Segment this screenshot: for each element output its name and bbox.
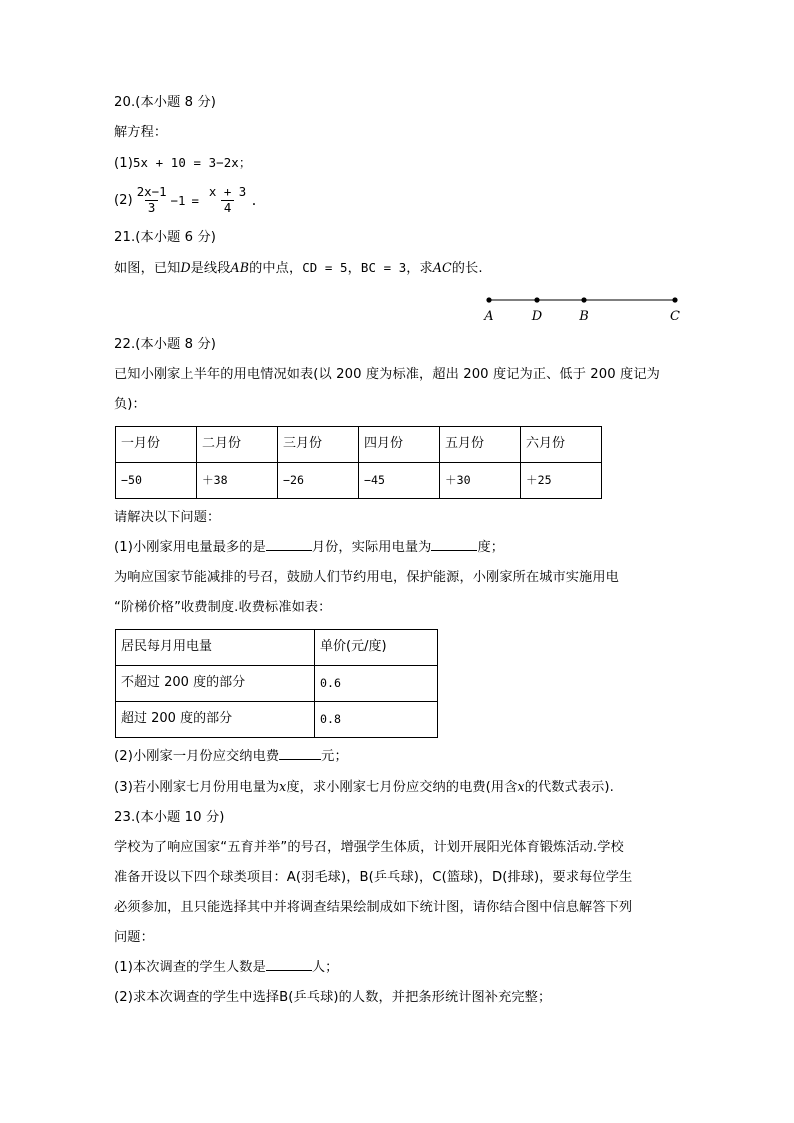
month-value-cell: ＋30 [440, 463, 521, 499]
part1-equation: 5x + 10 = 3−2x； [132, 155, 252, 170]
tariff-header-usage: 居民每月用电量 [116, 630, 315, 666]
question-23-heading: 23.(本小题 10 分) [114, 810, 225, 825]
fraction-right-numerator: x + 3 [208, 184, 247, 200]
question-22-part2 [114, 742, 684, 772]
monthly-usage-table [115, 426, 602, 499]
q22-p3-variable-x: x [279, 779, 287, 794]
q23-p1-text-a: (1)本次调查的学生人数是 [114, 960, 266, 975]
question-20-heading: 20.(本小题 8 分) [114, 95, 216, 110]
question-22-heading: 22.(本小题 8 分) [114, 337, 216, 352]
month-value-cell: −45 [359, 463, 440, 499]
segment-diagram-svg [482, 290, 732, 332]
q22-p1-text-b: 月份，实际用电量为 [311, 540, 432, 555]
q21-text-e: ，求 [406, 261, 433, 276]
fraction-left-numerator: 2x−1 [136, 184, 167, 200]
tariff-table [115, 629, 438, 738]
question-23-body-line-4: 问题： [114, 930, 154, 945]
month-header-cell: 一月份 [116, 427, 197, 463]
question-21-heading: 21.(本小题 6 分) [114, 230, 216, 245]
tariff-header-price: 单价(元/度) [315, 630, 438, 666]
q21-cd-value: CD = 5 [302, 260, 348, 275]
question-21-text [114, 253, 684, 284]
month-header-cell: 四月份 [359, 427, 440, 463]
period-mark: . [250, 193, 258, 208]
table-row [116, 666, 438, 702]
question-23-body-line-1: 学校为了响应国家“五育并举”的号召，增强学生体质，计划开展阳光体育锻炼活动.学校 [114, 840, 624, 855]
point-D-label: D [531, 309, 543, 324]
point-A-dot [486, 297, 491, 302]
answer-blank-student-count[interactable] [266, 957, 312, 971]
q21-text-d: ， [347, 261, 361, 276]
question-22-solve-prompt: 请解决以下问题： [114, 510, 221, 525]
tariff-tier-price: 0.6 [315, 666, 438, 702]
point-A-label: A [484, 309, 494, 324]
q22-p2-text-b: 元； [321, 749, 348, 764]
tariff-tier-label: 超过 200 度的部分 [116, 702, 315, 738]
table-row-months-values [116, 463, 602, 499]
table-row-months-header [116, 427, 602, 463]
part2-label: (2) [114, 193, 133, 208]
q22-p1-text-c: 度； [477, 540, 505, 555]
fraction-right-denominator: 4 [221, 200, 234, 215]
q22-p3-text-c: 的代数式表示). [524, 780, 614, 795]
month-header-cell: 五月份 [440, 427, 521, 463]
question-22-intro-line-2: 负)： [114, 397, 146, 412]
question-22-policy-line-2: “阶梯价格”收费制度.收费标准如表： [114, 600, 332, 615]
month-header-cell: 三月份 [278, 427, 359, 463]
line-segment-figure [114, 286, 684, 330]
table-row [116, 702, 438, 738]
question-23-part2: (2)求本次调查的学生中选择B(乒乓球)的人数，并把条形统计图补充完整； [114, 990, 552, 1005]
point-C-dot [672, 297, 677, 302]
q21-text-a: 如图，已知 [114, 261, 181, 276]
question-22-intro-line-1: 已知小刚家上半年的用电情况如表(以 200 度为标准，超出 200 度记为正、低于 200 度记为 [114, 367, 660, 382]
q22-p3-text-a: (3)若小刚家七月份用电量为 [114, 780, 280, 795]
question-23-body-line-2: 准备开设以下四个球类项目：A(羽毛球)，B(乒乓球)，C(篮球)，D(排球)，要求每位学生 [114, 870, 633, 885]
part1-label: (1) [114, 156, 133, 171]
fraction-right [206, 185, 249, 215]
q21-segment-AB: AB [230, 260, 250, 275]
q21-text-b: 是线段 [190, 261, 231, 276]
fraction-left [134, 185, 170, 215]
month-value-cell: −50 [116, 463, 197, 499]
question-20-part2 [114, 179, 684, 223]
table-row-tariff-header [116, 630, 438, 666]
q22-p3-variable-x2: x [517, 779, 525, 794]
q21-bc-value: BC = 3 [360, 260, 407, 275]
question-23-body-line-3: 必须参加，且只能选择其中并将调查结果绘制成如下统计图，请你结合图中信息解答下列 [114, 900, 633, 915]
question-20-prompt: 解方程： [114, 125, 168, 140]
q21-text-f: 的长. [451, 261, 483, 276]
q21-point-D: D [180, 260, 191, 275]
month-value-cell: −26 [278, 463, 359, 499]
fraction-left-denominator: 3 [145, 200, 158, 215]
q22-p2-text-a: (2)小刚家一月份应交纳电费 [114, 749, 280, 764]
month-value-cell: ＋38 [197, 463, 278, 499]
month-header-cell: 二月份 [197, 427, 278, 463]
point-B-label: B [579, 309, 589, 324]
q21-text-c: 的中点， [249, 261, 303, 276]
question-22-policy-line-1: 为响应国家节能减排的号召，鼓励人们节约用电，保护能源，小刚家所在城市实施用电 [114, 570, 619, 585]
question-22-part3 [114, 772, 684, 803]
minus-one-term: −1 [170, 193, 186, 208]
point-B-dot [581, 297, 586, 302]
q23-p1-text-b: 人； [311, 960, 339, 975]
point-C-label: C [670, 309, 680, 324]
tariff-tier-price: 0.8 [315, 702, 438, 738]
tariff-tier-label: 不超过 200 度的部分 [116, 666, 315, 702]
q22-p3-text-b: 度，求小刚家七月份应交纳的电费(用含 [286, 780, 518, 795]
answer-blank-fee[interactable] [279, 746, 321, 760]
point-D-dot [534, 297, 539, 302]
q22-p1-text-a: (1)小刚家用电量最多的是 [114, 540, 266, 555]
month-value-cell: ＋25 [521, 463, 602, 499]
question-23-part1 [114, 953, 684, 983]
question-20-part1 [114, 148, 684, 179]
question-22-part1 [114, 533, 684, 563]
answer-blank-month[interactable] [266, 537, 312, 551]
equals-sign: = [191, 193, 199, 208]
answer-blank-usage[interactable] [431, 537, 477, 551]
month-header-cell: 六月份 [521, 427, 602, 463]
page-content [114, 88, 684, 1013]
q21-segment-AC: AC [432, 260, 452, 275]
